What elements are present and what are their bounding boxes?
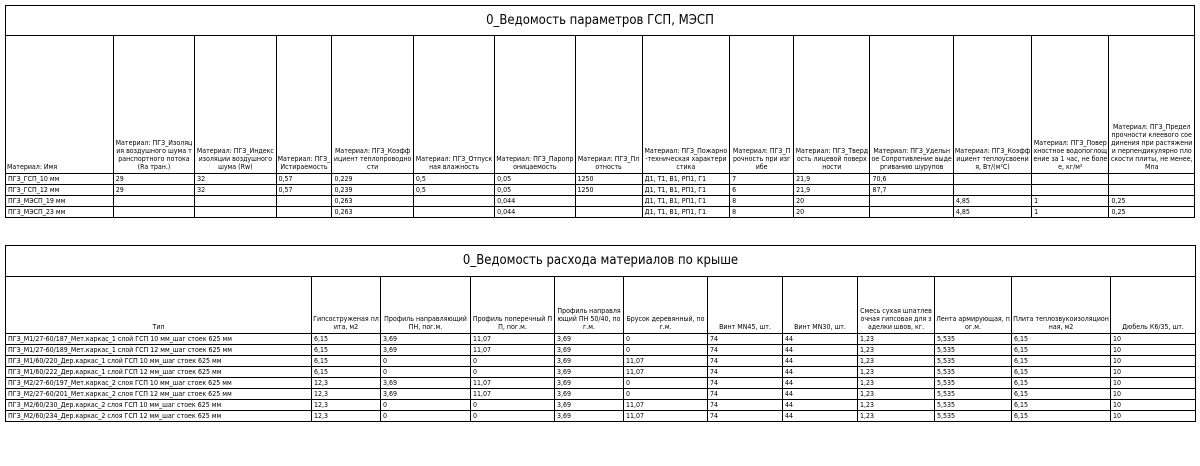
schedule-title: 0_Ведомость расхода материалов по крыше bbox=[6, 246, 1196, 277]
row-name-cell: ПГЗ_М2/60/230_Дер.каркас_2 слоя ГСП 10 мм_шаг стоек 625 мм bbox=[6, 400, 312, 411]
table-cell: 44 bbox=[783, 411, 858, 422]
table-cell bbox=[276, 207, 332, 218]
column-header: Материал: ПГЗ_Прочность при изгибе bbox=[730, 36, 794, 174]
table-cell: 5,535 bbox=[935, 411, 1012, 422]
table-cell: 11,07 bbox=[624, 356, 708, 367]
column-header: Материал: ПГЗ_Коэффициент теплоусвоения, Вт/(м²С) bbox=[953, 36, 1031, 174]
table-cell: 3,69 bbox=[381, 345, 471, 356]
table-cell: 1250 bbox=[575, 185, 642, 196]
table-cell: 70,6 bbox=[870, 174, 953, 185]
row-name-cell: ПГЗ_ГСП_12 мм bbox=[6, 185, 114, 196]
row-name-cell: ПГЗ_МЭСП_19 мм bbox=[6, 196, 114, 207]
column-header: Материал: ПГЗ_Поверхностное водопоглощение за 1 час, не более, кг/м² bbox=[1032, 36, 1109, 174]
table-cell: 10 bbox=[1111, 400, 1196, 411]
table-cell: 5,535 bbox=[935, 334, 1012, 345]
column-header: Гипсоструженая плита, м2 bbox=[312, 277, 381, 334]
table-cell: 0,239 bbox=[332, 185, 413, 196]
table-row bbox=[6, 356, 1196, 367]
table-cell bbox=[113, 196, 194, 207]
table-cell: 0,263 bbox=[332, 196, 413, 207]
column-header: Винт MN30, шт. bbox=[783, 277, 858, 334]
table-cell: 5,535 bbox=[935, 389, 1012, 400]
table-cell: 74 bbox=[708, 334, 783, 345]
table-cell bbox=[870, 207, 953, 218]
table-cell: 0 bbox=[624, 378, 708, 389]
table-cell: 6,15 bbox=[312, 334, 381, 345]
row-name-cell: ПГЗ_МЭСП_23 мм bbox=[6, 207, 114, 218]
table-cell: 10 bbox=[1111, 378, 1196, 389]
table-cell: 10 bbox=[1111, 334, 1196, 345]
column-header: Материал: ПГЗ_Пожарно-техническая характеристика bbox=[642, 36, 729, 174]
table-cell bbox=[195, 207, 276, 218]
table-row bbox=[6, 400, 1196, 411]
table-cell: 44 bbox=[783, 345, 858, 356]
table-cell: 21,9 bbox=[794, 174, 870, 185]
table-cell: 0 bbox=[624, 389, 708, 400]
table-cell: 0,25 bbox=[1109, 196, 1195, 207]
table-cell: Д1, Т1, В1, РП1, Г1 bbox=[642, 185, 729, 196]
table-cell: 4,85 bbox=[953, 207, 1031, 218]
table-cell bbox=[1032, 174, 1109, 185]
table-cell: 0 bbox=[381, 367, 471, 378]
table-row bbox=[6, 185, 1195, 196]
column-header: Профиль направляющий ПН 50/40, пог.м. bbox=[555, 277, 624, 334]
table-cell bbox=[953, 174, 1031, 185]
table-cell bbox=[1109, 185, 1195, 196]
table-row bbox=[6, 196, 1195, 207]
table-cell: 0,57 bbox=[276, 185, 332, 196]
table-row bbox=[6, 411, 1196, 422]
table-cell: 5,535 bbox=[935, 400, 1012, 411]
column-header: Материал: ПГЗ_Изоляция воздушного шума транспортного потока (Ra тран.) bbox=[113, 36, 194, 174]
table-cell: 0,044 bbox=[495, 196, 575, 207]
table-cell: 6,15 bbox=[1012, 334, 1111, 345]
table-cell: 10 bbox=[1111, 356, 1196, 367]
table-cell: 11,07 bbox=[471, 389, 555, 400]
table-cell: 6,15 bbox=[1012, 378, 1111, 389]
table-cell: 1,23 bbox=[858, 345, 935, 356]
column-header: Материал: ПГЗ_Коэффициент теплопроводности bbox=[332, 36, 413, 174]
table-cell: 74 bbox=[708, 389, 783, 400]
column-header: Смесь сухая шпатлевочная гипсовая для заделки швов, кг. bbox=[858, 277, 935, 334]
table-cell: 0 bbox=[471, 400, 555, 411]
table-cell: 44 bbox=[783, 378, 858, 389]
table-cell: 6,15 bbox=[312, 367, 381, 378]
table-cell: 0,5 bbox=[413, 185, 494, 196]
column-header: Лента армирующая, пог.м. bbox=[935, 277, 1012, 334]
table-cell: 44 bbox=[783, 400, 858, 411]
table-cell: 8 bbox=[730, 196, 794, 207]
table-cell: 0 bbox=[471, 356, 555, 367]
table-cell: 0,5 bbox=[413, 174, 494, 185]
table-cell: 44 bbox=[783, 367, 858, 378]
table-cell: 4,85 bbox=[953, 196, 1031, 207]
table-cell: 0,263 bbox=[332, 207, 413, 218]
table-cell: 32 bbox=[195, 185, 276, 196]
table-cell: 44 bbox=[783, 356, 858, 367]
row-name-cell: ПГЗ_ГСП_10 мм bbox=[6, 174, 114, 185]
column-header: Тип bbox=[6, 277, 312, 334]
table-cell: 6,15 bbox=[1012, 356, 1111, 367]
table-cell bbox=[276, 196, 332, 207]
table-cell: 3,69 bbox=[555, 367, 624, 378]
schedule-title: 0_Ведомость параметров ГСП, МЭСП bbox=[6, 6, 1195, 36]
table-cell: 5,535 bbox=[935, 367, 1012, 378]
table-cell: 74 bbox=[708, 367, 783, 378]
table-cell: 3,69 bbox=[555, 378, 624, 389]
table-row bbox=[6, 207, 1195, 218]
row-name-cell: ПГЗ_М1/27-60/189_Мет.каркас_1 слой ГСП 12 мм_шаг стоек 625 мм bbox=[6, 345, 312, 356]
table-cell: 74 bbox=[708, 400, 783, 411]
table-cell: 11,07 bbox=[471, 378, 555, 389]
table-cell: 74 bbox=[708, 378, 783, 389]
column-header: Материал: ПГЗ_Индекс изоляции воздушного шума (Rw) bbox=[195, 36, 276, 174]
column-header: Материал: ПГЗ_Отпускная влажность bbox=[413, 36, 494, 174]
row-name-cell: ПГЗ_М1/60/222_Дер.каркас_1 слой ГСП 12 мм_шаг стоек 625 мм bbox=[6, 367, 312, 378]
table-cell bbox=[575, 196, 642, 207]
table-cell: 6 bbox=[730, 185, 794, 196]
table-cell: 0 bbox=[381, 400, 471, 411]
table-cell: 7 bbox=[730, 174, 794, 185]
table-cell: 29 bbox=[113, 174, 194, 185]
table-cell: 10 bbox=[1111, 411, 1196, 422]
column-header: Материал: ПГЗ_Предел прочности клеевого соединения при растяжении перпендикулярно плоскости плиты, не менее, Мпа bbox=[1109, 36, 1195, 174]
table-cell: 6,15 bbox=[1012, 411, 1111, 422]
table-cell: 3,69 bbox=[555, 356, 624, 367]
schedule-gsp-parameters bbox=[5, 5, 1195, 218]
table-cell bbox=[870, 196, 953, 207]
table-cell bbox=[195, 196, 276, 207]
table-cell: 12,3 bbox=[312, 378, 381, 389]
table-cell: Д1, Т1, В1, РП1, Г1 bbox=[642, 207, 729, 218]
table-cell: 6,15 bbox=[312, 356, 381, 367]
table-cell: 44 bbox=[783, 389, 858, 400]
table-cell: 11,07 bbox=[624, 367, 708, 378]
table-cell bbox=[1109, 174, 1195, 185]
column-header: Материал: ПГЗ_Плотность bbox=[575, 36, 642, 174]
table-cell: 0,25 bbox=[1109, 207, 1195, 218]
table-cell: 5,535 bbox=[935, 356, 1012, 367]
table-cell: 6,15 bbox=[312, 345, 381, 356]
column-header: Материал: ПГЗ_Паропроницаемость bbox=[495, 36, 575, 174]
table-cell: 6,15 bbox=[1012, 367, 1111, 378]
table-row bbox=[6, 174, 1195, 185]
table-cell bbox=[575, 207, 642, 218]
column-header: Материал: ПГЗ_Удельное Сопротивление выдергиванию шурупов bbox=[870, 36, 953, 174]
column-header: Материал: ПГЗ_Истираемость bbox=[276, 36, 332, 174]
row-name-cell: ПГЗ_М1/27-60/187_Мет.каркас_1 слой ГСП 10 мм_шаг стоек 625 мм bbox=[6, 334, 312, 345]
row-name-cell: ПГЗ_М2/27-60/201_Мет.каркас_2 слоя ГСП 12 мм_шаг стоек 625 мм bbox=[6, 389, 312, 400]
table-cell: 0,05 bbox=[495, 174, 575, 185]
table-cell: Д1, Т1, В1, РП1, Г1 bbox=[642, 174, 729, 185]
table-cell: 29 bbox=[113, 185, 194, 196]
table-cell: 1,23 bbox=[858, 378, 935, 389]
row-name-cell: ПГЗ_М1/60/220_Дер.каркас_1 слой ГСП 10 мм_шаг стоек 625 мм bbox=[6, 356, 312, 367]
table-cell: 11,07 bbox=[624, 411, 708, 422]
table-cell: 32 bbox=[195, 174, 276, 185]
table-cell: 0 bbox=[624, 345, 708, 356]
table-cell: 74 bbox=[708, 345, 783, 356]
table-cell: 12,3 bbox=[312, 400, 381, 411]
table-cell: 1,23 bbox=[858, 356, 935, 367]
table-cell: 0,57 bbox=[276, 174, 332, 185]
table-cell: 12,3 bbox=[312, 411, 381, 422]
table-cell: Д1, Т1, В1, РП1, Г1 bbox=[642, 196, 729, 207]
table-cell: 1,23 bbox=[858, 400, 935, 411]
table-row bbox=[6, 389, 1196, 400]
table-cell bbox=[1032, 185, 1109, 196]
table-row bbox=[6, 378, 1196, 389]
row-name-cell: ПГЗ_М2/60/234_Дер.каркас_2 слоя ГСП 12 мм_шаг стоек 625 мм bbox=[6, 411, 312, 422]
table-cell: 0 bbox=[381, 356, 471, 367]
table-cell: 3,69 bbox=[555, 345, 624, 356]
table-cell: 1 bbox=[1032, 207, 1109, 218]
table-cell: 6,15 bbox=[1012, 345, 1111, 356]
table-cell: 11,07 bbox=[471, 334, 555, 345]
row-name-cell: ПГЗ_М2/27-60/197_Мет.каркас_2 слоя ГСП 10 мм_шаг стоек 625 мм bbox=[6, 378, 312, 389]
schedule-roof-materials bbox=[5, 245, 1196, 422]
table-cell: 10 bbox=[1111, 367, 1196, 378]
table-cell: 11,07 bbox=[471, 345, 555, 356]
table-cell bbox=[953, 185, 1031, 196]
table-cell: 6,15 bbox=[1012, 389, 1111, 400]
table-cell: 0,229 bbox=[332, 174, 413, 185]
table-cell bbox=[113, 207, 194, 218]
table-cell: 1,23 bbox=[858, 334, 935, 345]
table-cell: 0 bbox=[471, 411, 555, 422]
table-cell: 1,23 bbox=[858, 367, 935, 378]
table-cell: 74 bbox=[708, 356, 783, 367]
table-cell: 1,23 bbox=[858, 411, 935, 422]
table-row bbox=[6, 334, 1196, 345]
table-cell: 0 bbox=[624, 334, 708, 345]
table-cell: 3,69 bbox=[555, 334, 624, 345]
table-cell: 10 bbox=[1111, 389, 1196, 400]
table-cell: 5,535 bbox=[935, 345, 1012, 356]
table-cell: 20 bbox=[794, 207, 870, 218]
table-cell: 0 bbox=[381, 411, 471, 422]
table-cell: 6,15 bbox=[1012, 400, 1111, 411]
table-cell: 0,044 bbox=[495, 207, 575, 218]
table-cell: 3,69 bbox=[381, 334, 471, 345]
table-cell: 5,535 bbox=[935, 378, 1012, 389]
table-cell: 0 bbox=[471, 367, 555, 378]
table-cell: 8 bbox=[730, 207, 794, 218]
table-cell: 11,07 bbox=[624, 400, 708, 411]
table-cell: 1,23 bbox=[858, 389, 935, 400]
table-cell: 1 bbox=[1032, 196, 1109, 207]
table-row bbox=[6, 367, 1196, 378]
table-cell: 3,69 bbox=[555, 400, 624, 411]
column-header: Профиль поперечный ПП, пог.м. bbox=[471, 277, 555, 334]
column-header: Винт MN45, шт. bbox=[708, 277, 783, 334]
table-row bbox=[6, 345, 1196, 356]
column-header: Материал: Имя bbox=[6, 36, 114, 174]
table-cell: 0,05 bbox=[495, 185, 575, 196]
table-cell: 87,7 bbox=[870, 185, 953, 196]
column-header: Брусок деревянный, пог.м. bbox=[624, 277, 708, 334]
table-cell: 44 bbox=[783, 334, 858, 345]
table-cell bbox=[413, 207, 494, 218]
table-cell: 21,9 bbox=[794, 185, 870, 196]
column-header: Плита теплозвукоизоляционная, м2 bbox=[1012, 277, 1111, 334]
table-cell: 3,69 bbox=[555, 389, 624, 400]
column-header: Дюбель К6/35, шт. bbox=[1111, 277, 1196, 334]
table-cell: 1250 bbox=[575, 174, 642, 185]
table-cell: 12,3 bbox=[312, 389, 381, 400]
table-cell: 20 bbox=[794, 196, 870, 207]
table-cell: 10 bbox=[1111, 345, 1196, 356]
table-cell: 3,69 bbox=[381, 378, 471, 389]
table-cell: 74 bbox=[708, 411, 783, 422]
table-cell bbox=[413, 196, 494, 207]
column-header: Материал: ПГЗ_Твердость лицевой поверхности bbox=[794, 36, 870, 174]
table-cell: 3,69 bbox=[555, 411, 624, 422]
table-cell: 3,69 bbox=[381, 389, 471, 400]
column-header: Профиль направляющий ПН, пог.м. bbox=[381, 277, 471, 334]
